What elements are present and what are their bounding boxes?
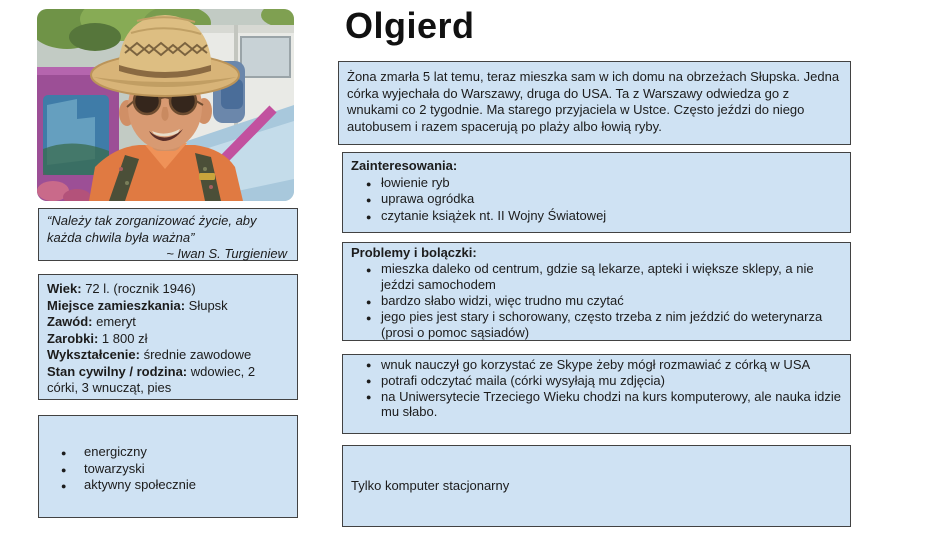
detail-value: 1 800 zł (101, 330, 148, 346)
detail-value: Słupsk (188, 297, 228, 313)
detail-value: średnie zawodowe (143, 347, 252, 362)
quote-box (38, 208, 298, 261)
trait-item: ● towarzyski (47, 461, 289, 478)
suspender-buckle (199, 173, 215, 180)
interests-list (351, 175, 842, 225)
problems-list (351, 261, 842, 341)
problem-item: ● mieszka daleko od centrum, gdzie są lekarze, apteki i większe sklepy, a nie jeździ samochodem (351, 261, 842, 293)
problems-header: Problemy i bolączki: (351, 245, 477, 260)
traits-list (47, 444, 289, 494)
quote-text: “Należy tak zorganizować życie, aby każda chwila była ważna” (47, 213, 257, 245)
detail-row-education (47, 347, 289, 364)
equipment-text: Tylko komputer stacjonarny (351, 477, 510, 493)
problems-box (342, 242, 851, 341)
detail-label: Zarobki: (47, 330, 99, 346)
problem-item: ● bardzo słabo widzi, więc trudno mu czytać (351, 293, 842, 309)
detail-value: wdowiec, 2 córki, 3 wnucząt, pies (47, 363, 256, 395)
persona-photo (37, 9, 294, 201)
detail-row-family (47, 364, 289, 397)
problem-item: ● jego pies jest stary i schorowany, często trzeba z nim jeździć do weterynarza (prosi o pomoc sąsiadów) (351, 309, 842, 341)
technology-list (351, 357, 842, 420)
detail-label: Miejsce zamieszkania: (47, 297, 186, 313)
bio-text: Żona zmarła 5 lat temu, teraz mieszka sam w ich domu na obrzeżach Słupska. Jedna córka wyjechała do Warszawy, druga do USA. Ta z Warszawy odwiedza go z wnukami co 2 tygodnie. Ma starego przyjaciela w Ustce. Często jeździ do niego autobusem i razem spacerują po plaży albo łowią ryby. (347, 69, 840, 134)
equipment-box (342, 445, 851, 527)
detail-label: Stan cywilny / rodzina: (47, 363, 188, 379)
traits-box (38, 415, 298, 518)
bio-box (338, 61, 851, 145)
page-title: Olgierd (345, 5, 475, 46)
detail-row-income (47, 331, 289, 348)
persona-photo-illustration (37, 9, 294, 201)
technology-item: ● potrafi odczytać maila (córki wysyłają mu zdjęcia) (351, 373, 842, 389)
technology-item: ● na Uniwersytecie Trzeciego Wieku chodzi na kurs komputerowy, ale nauka idzie mu słabo. (351, 389, 842, 421)
detail-label: Zawód: (47, 314, 93, 329)
details-box (38, 274, 298, 400)
detail-label: Wykształcenie: (47, 347, 140, 362)
interest-item: ● czytanie książek nt. II Wojny Światowej (351, 208, 842, 225)
interest-item: ● uprawa ogródka (351, 191, 842, 208)
detail-row-residence (47, 298, 289, 315)
quote-attribution: ~ Iwan S. Turgieniew (166, 246, 287, 261)
detail-value: emeryt (96, 314, 136, 329)
technology-item: ● wnuk nauczył go korzystać ze Skype żeby mógł rozmawiać z córką w USA (351, 357, 842, 373)
detail-row-age (47, 281, 289, 298)
interest-item: ● łowienie ryb (351, 175, 842, 192)
detail-row-occupation (47, 314, 289, 331)
detail-label: Wiek: (47, 281, 82, 296)
detail-value: 72 l. (rocznik 1946) (85, 281, 196, 296)
trait-item: ● energiczny (47, 444, 289, 461)
interests-box (342, 152, 851, 233)
technology-box (342, 354, 851, 434)
interests-header: Zainteresowania: (351, 158, 458, 173)
trait-item: ● aktywny społecznie (47, 477, 289, 494)
